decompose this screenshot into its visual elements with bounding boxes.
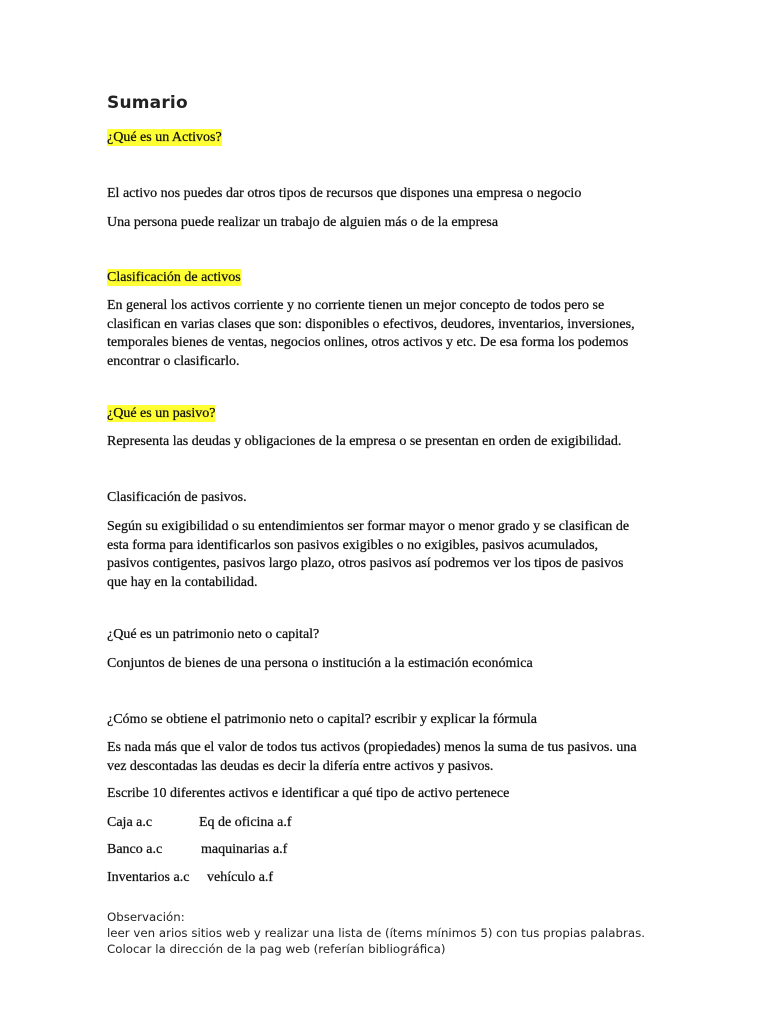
list-item-right: maquinarias a.f xyxy=(201,842,288,857)
text-line: que hay en la contabilidad. xyxy=(107,574,258,590)
paragraph-clasificacion-pasivos xyxy=(107,518,629,592)
question-pasivo xyxy=(107,405,215,424)
text-line: encontrar o clasificarlo. xyxy=(107,353,240,369)
paragraph-activo-definition: El activo nos puedes dar otros tipos de recursos que dispones una empresa o negocio xyxy=(107,186,582,201)
list-item xyxy=(107,814,407,832)
heading-patrimonio: ¿Qué es un patrimonio neto o capital? xyxy=(107,627,320,642)
text-line: En general los activos corriente y no corriente tienen un mejor concepto de todos pero se xyxy=(107,298,605,313)
text-line: esta forma para identificarlos son pasivos exigibles o no exigibles, pasivos acumulados, xyxy=(107,537,599,553)
list-item-left: Inventarios a.c xyxy=(107,870,190,885)
paragraph-clasificacion-activos xyxy=(107,297,635,371)
highlighted-heading: ¿Qué es un Activos? xyxy=(107,130,222,145)
paragraph-patrimonio: Conjuntos de bienes de una persona o institución a la estimación económica xyxy=(107,656,533,671)
list-item-right: vehículo a.f xyxy=(207,870,274,885)
question-clasificacion-activos xyxy=(107,269,241,288)
text-line: vez descontadas las deudas es decir la difería entre activos y pasivos. xyxy=(107,758,494,774)
list-item xyxy=(107,869,407,887)
question-activos xyxy=(107,129,222,148)
notes-line: leer ven arios sitios web y realizar una lista de (ítems mínimos 5) con tus propias palabras. xyxy=(107,926,645,940)
text-line: pasivos contigentes, pasivos largo plazo, otros pasivos así podremos ver los tipos de pasivos xyxy=(107,556,624,571)
paragraph-persona: Una persona puede realizar un trabajo de alguien más o de la empresa xyxy=(107,215,499,230)
text-line: temporales bienes de ventas, negocios onlines, otros activos y etc. De esa forma los podemos xyxy=(107,335,629,350)
notes-line: Colocar la dirección de la pag web (referían bibliográfica) xyxy=(107,942,446,956)
text-line: Según su exigibilidad o su entendimientos ser formar mayor o menor grado y se clasifican de xyxy=(107,519,630,534)
text-line: clasifican en varias clases que son: disponibles o efectivos, deudores, inventarios, inversiones, xyxy=(107,316,635,332)
list-item xyxy=(107,841,407,859)
paragraph-formula xyxy=(107,739,637,776)
highlighted-heading: Clasificación de activos xyxy=(107,270,241,285)
list-item-left: Banco a.c xyxy=(107,842,163,857)
list-item-left: Caja a.c xyxy=(107,815,153,830)
heading-list-activos: Escribe 10 diferentes activos e identificar a qué tipo de activo pertenece xyxy=(107,786,510,801)
notes-label: Observación: xyxy=(107,910,185,924)
paragraph-pasivo-definition: Representa las deudas y obligaciones de la empresa o se presentan en orden de exigibilidad. xyxy=(107,434,622,449)
list-item-right: Eq de oficina a.f xyxy=(199,815,292,830)
page-title: Sumario xyxy=(107,93,188,113)
text-line: Es nada más que el valor de todos tus activos (propiedades) menos la suma de tus pasivos. una xyxy=(107,740,637,755)
heading-formula: ¿Cómo se obtiene el patrimonio neto o capital? escribir y explicar la fórmula xyxy=(107,712,537,727)
notes-block xyxy=(107,909,645,957)
heading-clasificacion-pasivos: Clasificación de pasivos. xyxy=(107,490,247,505)
highlighted-heading: ¿Qué es un pasivo? xyxy=(107,406,216,421)
